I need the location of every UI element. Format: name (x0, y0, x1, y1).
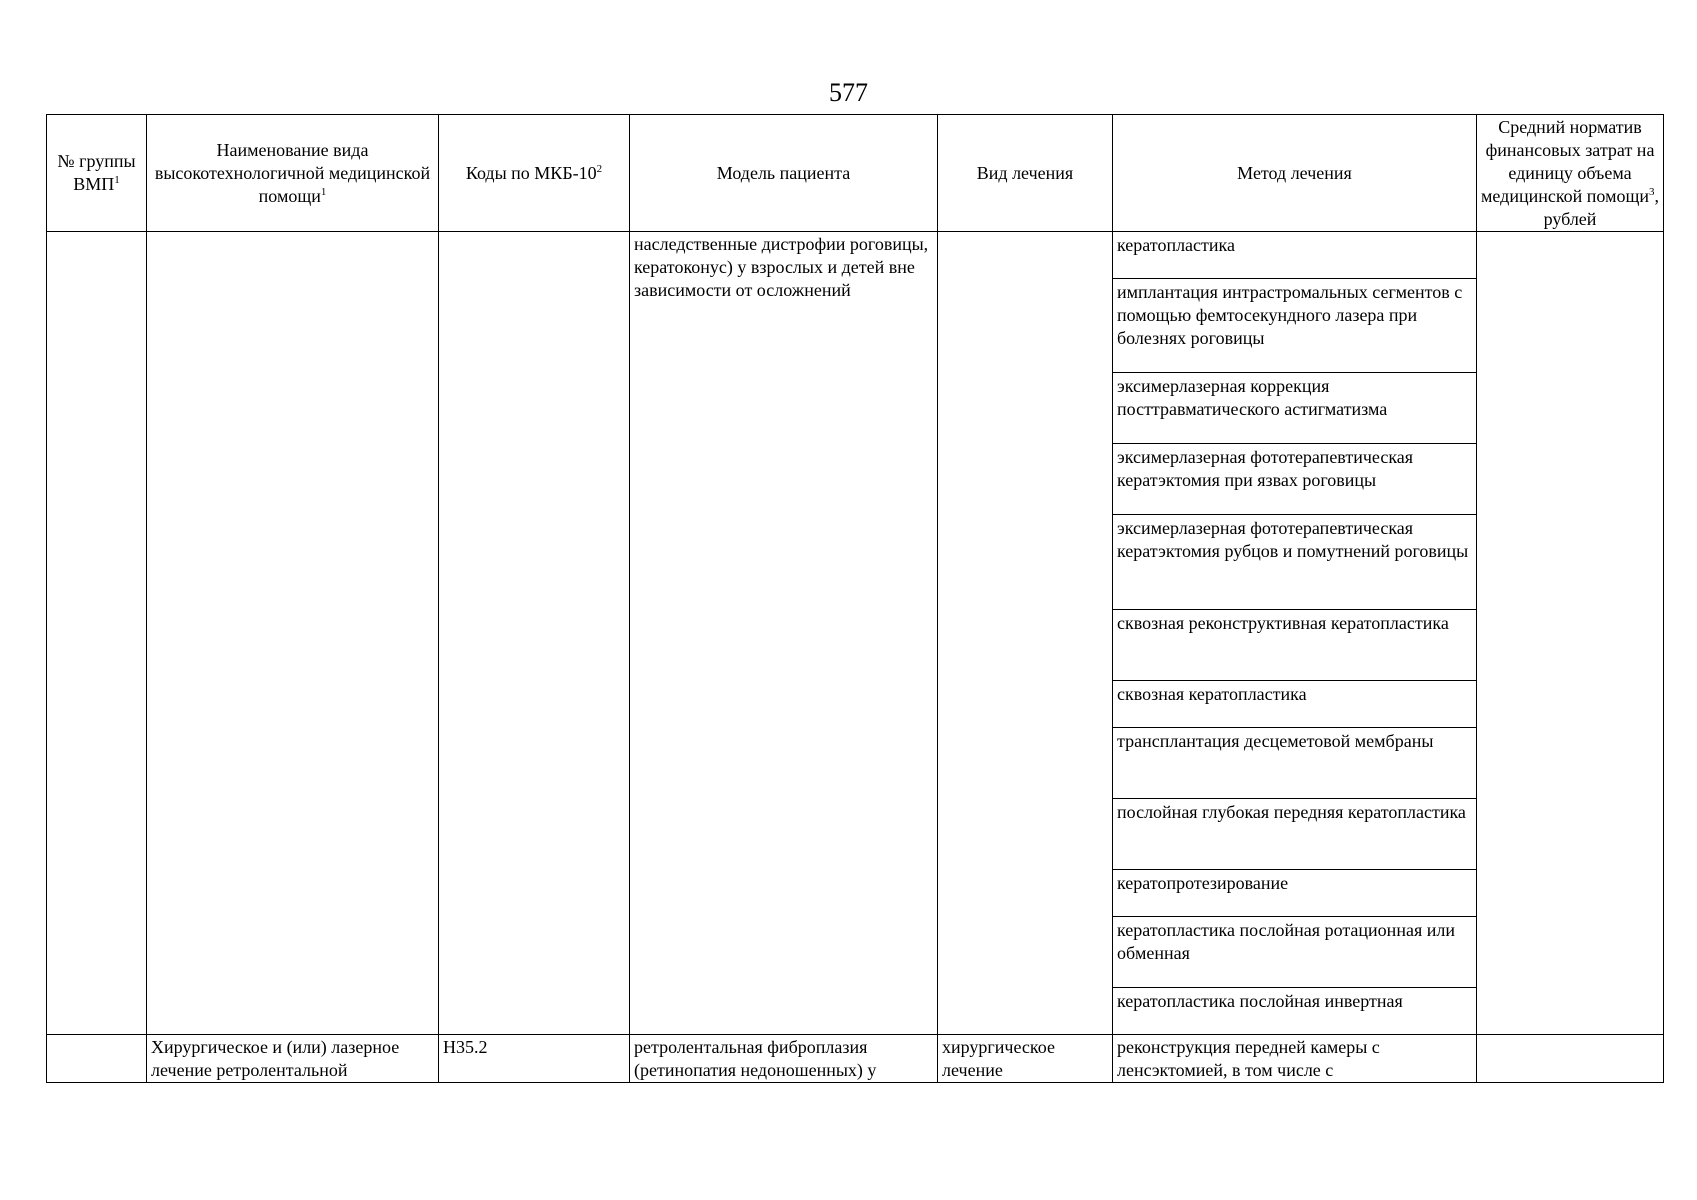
method-item: эксимерлазерная коррекция посттравматического астигматизма (1113, 373, 1476, 444)
method-item: кератопластика послойная инвертная (1117, 991, 1403, 1011)
table-row (47, 232, 1664, 1035)
method-item: кератопластика (1113, 232, 1476, 279)
header-cost: Средний норматив финансовых затрат на единицу объема медицинской помощи$^3$, рублей (1477, 115, 1664, 232)
method-item: трансплантация десцеметовой мембраны (1113, 728, 1476, 799)
row1-methods (1113, 232, 1477, 1035)
vmp-table (46, 114, 1664, 1083)
header-method: Метод лечения (1113, 115, 1477, 232)
header-name: Наименование вида высокотехнологичной медицинской помощи$^1$ (147, 115, 439, 232)
method-item: кератопластика послойная ротационная или обменная (1113, 917, 1476, 988)
header-group: № группы ВМП$^1$ (47, 115, 147, 232)
method-item: эксимерлазерная фототерапевтическая кератэктомия рубцов и помутнений роговицы (1113, 515, 1476, 610)
table-row (47, 1035, 1664, 1083)
row2-group (47, 1035, 147, 1083)
row2-cost (1477, 1035, 1664, 1083)
header-model: Модель пациента (630, 115, 938, 232)
row1-cost (1477, 232, 1664, 1035)
method-item: сквозная реконструктивная кератопластика (1113, 610, 1476, 681)
method-item: сквозная кератопластика (1113, 681, 1476, 728)
page-number: 577 (829, 78, 868, 107)
method-item: имплантация интрастромальных сегментов с помощью фемтосекундного лазера при болезнях роговицы (1113, 279, 1476, 373)
row1-codes (439, 232, 630, 1035)
header-codes: Коды по МКБ-$10^2$ (439, 115, 630, 232)
method-item: кератопротезирование (1113, 870, 1476, 917)
table-header-row (47, 115, 1664, 232)
row1-type (938, 232, 1113, 1035)
row2-name: Хирургическое и (или) лазерное лечение ретролентальной (147, 1035, 439, 1083)
row2-model: ретролентальная фиброплазия (ретинопатия недоношенных) у (630, 1035, 938, 1083)
row2-type: хирургическое лечение (938, 1035, 1113, 1083)
row2-codes: H35.2 (439, 1035, 630, 1083)
method-item: послойная глубокая передняя кератопластика (1113, 799, 1476, 870)
row1-group (47, 232, 147, 1035)
row1-model: наследственные дистрофии роговицы, кератоконус) у взрослых и детей вне зависимости от осложнений (630, 232, 938, 1035)
method-item: эксимерлазерная фототерапевтическая кератэктомия при язвах роговицы (1113, 444, 1476, 515)
row2-method: реконструкция передней камеры с ленсэктомией, в том числе с (1113, 1035, 1477, 1083)
header-type: Вид лечения (938, 115, 1113, 232)
row1-name (147, 232, 439, 1035)
